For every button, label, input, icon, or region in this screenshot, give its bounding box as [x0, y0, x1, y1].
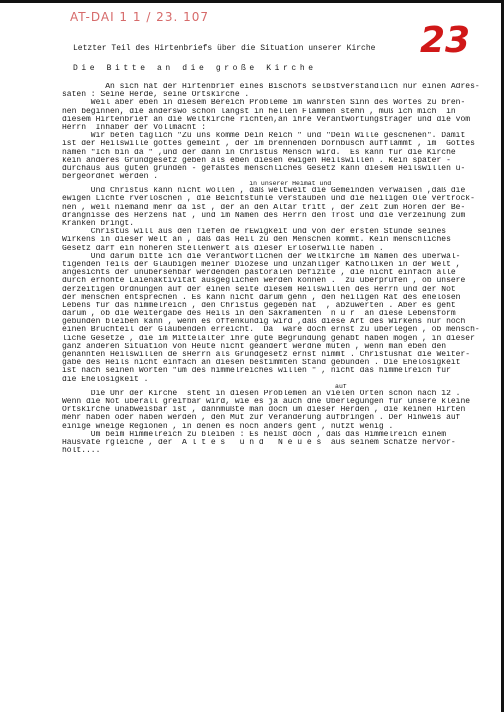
letter-body	[62, 83, 502, 455]
text-line: Wenn die Not überall greifbar wird, wie es ja auch dne Überlegungen für unsere kleine	[62, 397, 471, 406]
text-line: drängnisse des Herzens hat , und im Namen des Herrn den Trost und die Verzeihung zum	[62, 211, 466, 220]
text-line: Wir beten täglich "Zu uns komme Dein Reich " und "Dein Wille geschehen". Damit	[62, 132, 466, 141]
text-line: in unserer Heimat und	[62, 181, 332, 188]
text-line: Wirkens in dieser Welt an , daß das Heil zu den Menschen kommt. Kein menschliches	[62, 236, 451, 245]
text-line: gabe des Heils nicht einfach an diesen bestimmten Stand gebunden . Die Ehelosigkeit	[62, 359, 461, 368]
text-line: genannten Heilswillen de sHerrn als Grundgesetz ernst nimmt . Christushat die Weiter-	[62, 351, 471, 359]
text-line: liche Gesetze , die im Mittelalter ihre gute Begründung gehabt haben mögen , in dieser	[62, 334, 475, 343]
text-line: mehr haben oder haben werden , den Mut zur Veränderung aufbringen . Der Hinweis auf	[62, 414, 461, 423]
text-line: Ortskirche unabweisbar ist , dannmüßte man doch um dieser Herden , die keinen Hirten	[62, 406, 466, 415]
text-line: gebunden bleiben kann , wenn es offenkundig wird ,daß diese Art des Wirkens nur noch	[62, 318, 466, 327]
handwritten-page-number: 23	[420, 20, 471, 61]
text-line: ganz anderen Situation von Heute nicht geändert werdne müten , wenn man eben den	[62, 342, 447, 351]
text-line: Und Christus kann nicht wollen , daß weltweit die Gemeinden verwaisen ,daß die	[62, 187, 466, 196]
text-line: einen Bruchteil der Glaubenden erreicht. Da wäre doch ernst zu überlegen , ob mensch-	[62, 326, 480, 335]
text-line: Hausvate rgleiche , der A l t e s u n d N e u e s aus seinem Schatze hervor-	[62, 438, 456, 447]
text-line: holt....	[62, 447, 101, 456]
text-line: Herrn Inhaber der Vollmacht :	[62, 123, 207, 132]
text-line: derzeitigen Ordnungen auf der einen seite diesem Heilswillen des Herrn und der Not	[62, 285, 456, 294]
text-line: ist der Heilswille gottes gemeint , der im brennenden Dornbusch aufflammt , im Gottes	[62, 140, 475, 149]
text-line: einige wneige Regionen , in denen es noch anders geht , nützt wenig .	[62, 422, 394, 431]
text-line: namen "Ich bin da " ,und der dann in Christus Mensch wird. Es kann für die Kirche	[62, 148, 456, 157]
text-line: nen beginnen, die anderswo schon längst in hellen Flammen stehn , muß ich mich in	[62, 107, 456, 116]
text-line: nen , weil niemand mehr da ist , der an den Altar tritt , der Zeit zum Hören der Be-	[62, 203, 466, 212]
text-line: Christus will aus den Tiefen de rEwigkeit und von der ersten Stunde seines	[62, 228, 447, 237]
text-line: Kranken bringt.	[62, 220, 135, 228]
text-line: An sich hat der Hirtenbrief eines Bischofs selbstverständlich nur einen Adres-	[62, 83, 480, 91]
archive-reference-stamp: AT-DAI 1 1 / 23. 107	[70, 10, 209, 24]
text-line: Und darum bitte ich die Verantwortlichen der Weltkirche im Namen des überwäl-	[62, 252, 461, 261]
scan-border-top	[0, 0, 504, 3]
text-line: saten : Seine Herde, seine Ortskirche .	[62, 91, 250, 100]
text-line: kein anderes Grundgesetz geben als eben diesen ewigen Heilswillen . Kein später -	[62, 156, 451, 165]
text-line: durchaus aus guten gründen - gefaßtes menschliches Gesetz kann diesem Heilswillen ü-	[62, 164, 466, 173]
text-line: ist nach seinen Worten "um des himmelreiches willen " , nicht das himmelreich für	[62, 367, 451, 376]
document-subtitle: Die Bitte an die große Kirche	[73, 64, 317, 73]
text-line: auf	[62, 383, 347, 390]
text-line: ewigen Lichte rverlöschen , die Beichtstühle verstauben und die heiligen Öle vertrock-	[62, 195, 475, 204]
text-line: darum , ob die Weitergabe des Heils in den Sakramenten n u r an diese Lebensform	[62, 310, 456, 319]
text-line: durch erhöhte Laienaktivität ausgeglichen werden können . zu überprüfen , ob unsere	[62, 277, 466, 286]
text-line: angesichts der unübersehbar werdenden pastoralen Defizite , die nicht einfach alle	[62, 269, 456, 278]
text-line: diesem Hirtenbrief an die Weltkirche richten,an ihre Verantwortungsträger und die vom	[62, 115, 471, 124]
text-line: die Ehelosigkeit .	[62, 375, 149, 384]
text-line: Lebens für das himmelreich , den Christus gegeben hat , abzuwerten . Aber es geht	[62, 301, 456, 310]
document-title: Letzter Teil des Hirtenbriefs über die Situation unserer Kirche	[73, 44, 376, 53]
text-line: Die Uhr der Kirche steht in diesen Problemen an vielen Orten schon nach 12 .	[62, 389, 461, 398]
text-line: Gesetz darf ein höheren Stellenwert als dieser Erlöserwille haben .	[62, 244, 384, 253]
text-line: Weil aber eben in diesem Bereich Probleme im wahrsten Sinn des Wortes zu bren-	[62, 99, 466, 108]
text-line: Um beim Himmelreich zu bleiben : Es heißt doch , daß das Himmelreich einem	[62, 430, 447, 439]
text-line: der menschen entsprechen . Es kann nicht darum gehn , den heiligen Rat des ehelosen	[62, 293, 461, 302]
text-line: bergeordnet werden .	[62, 173, 159, 182]
text-line: tigenden Teils der Gläubigen meiner Diözese und unzähliger Katholiken in der Welt ,	[62, 260, 461, 269]
